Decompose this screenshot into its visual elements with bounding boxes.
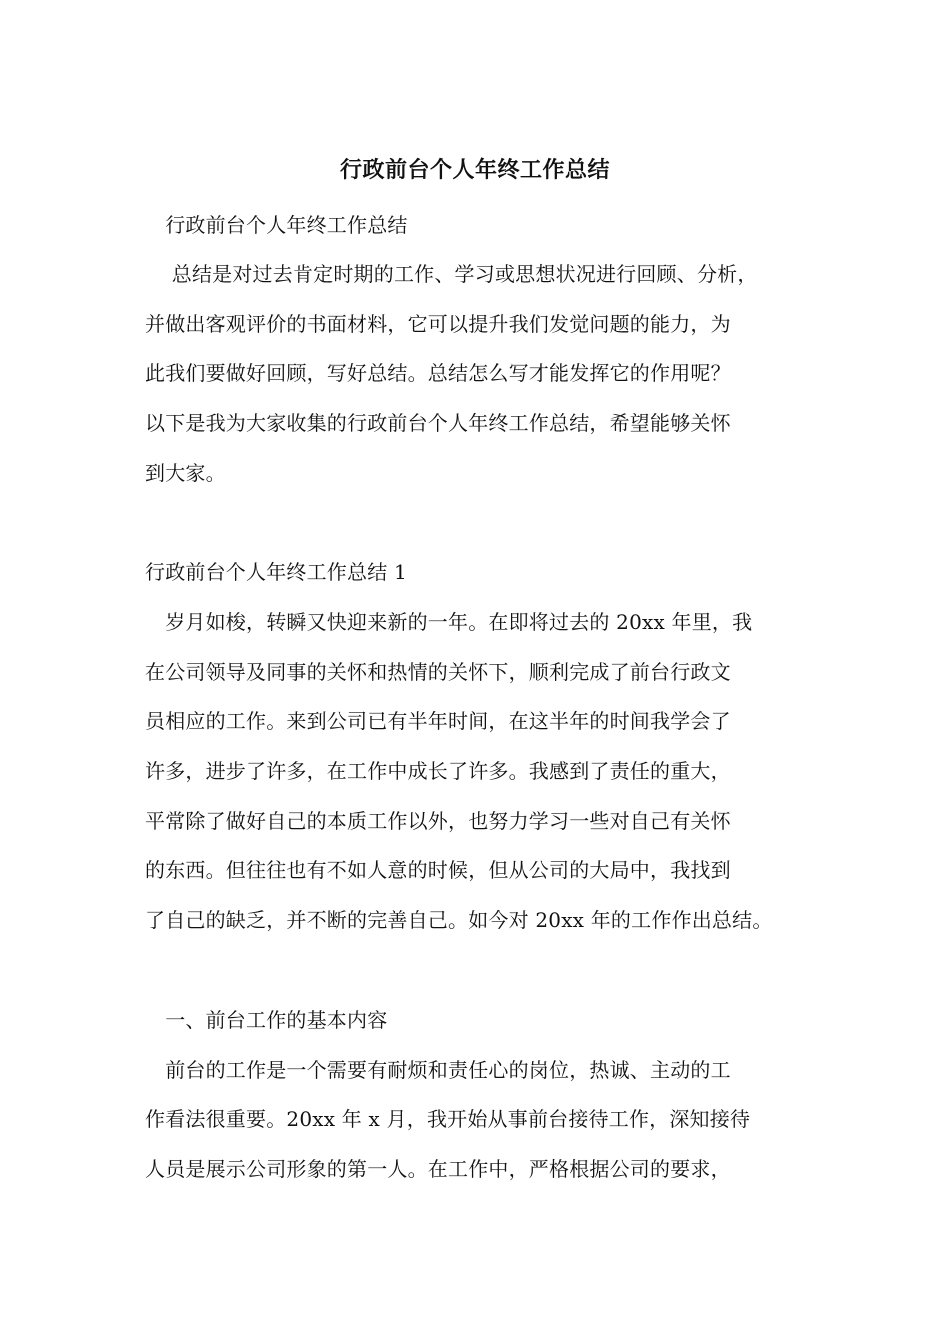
paragraph-line: 许多，进步了许多，在工作中成长了许多。我感到了责任的重大， [145, 759, 731, 783]
document-title: 行政前台个人年终工作总结 [339, 157, 610, 183]
paragraph-line: 并做出客观评价的书面材料，它可以提升我们发觉问题的能力，为 [145, 312, 731, 336]
paragraph-line: 前台的工作是一个需要有耐烦和责任心的岗位，热诚、主动的工 [145, 1058, 731, 1082]
subtitle-line: 行政前台个人年终工作总结 [145, 213, 408, 237]
paragraph-line: 以下是我为大家收集的行政前台个人年终工作总结，希望能够关怀 [145, 411, 731, 435]
paragraph-line: 员相应的工作。来到公司已有半年时间，在这半年的时间我学会了 [145, 709, 731, 733]
paragraph-line: 人员是展示公司形象的第一人。在工作中，严格根据公司的要求， [145, 1157, 731, 1181]
subsection-heading: 一、前台工作的基本内容 [145, 1008, 388, 1032]
paragraph-line: 岁月如梭，转瞬又快迎来新的一年。在即将过去的 20xx 年里，我 [145, 610, 753, 634]
paragraph-line: 总结是对过去肯定时期的工作、学习或思想状况进行回顾、分析， [145, 262, 758, 286]
paragraph-line: 在公司领导及同事的关怀和热情的关怀下，顺利完成了前台行政文 [145, 660, 731, 684]
paragraph-line: 到大家。 [145, 461, 226, 485]
paragraph-line: 了自己的缺乏，并不断的完善自己。如今对 20xx 年的工作作出总结。 [145, 908, 773, 932]
paragraph-line: 平常除了做好自己的本质工作以外，也努力学习一些对自己有关怀 [145, 809, 731, 833]
paragraph-line: 的东西。但往往也有不如人意的时候，但从公司的大局中，我找到 [145, 858, 731, 882]
paragraph-line: 此我们要做好回顾，写好总结。总结怎么写才能发挥它的作用呢？ [145, 361, 731, 385]
section-heading: 行政前台个人年终工作总结 1 [145, 560, 407, 584]
paragraph-line: 作看法很重要。20xx 年 x 月，我开始从事前台接待工作，深知接待 [145, 1107, 751, 1131]
